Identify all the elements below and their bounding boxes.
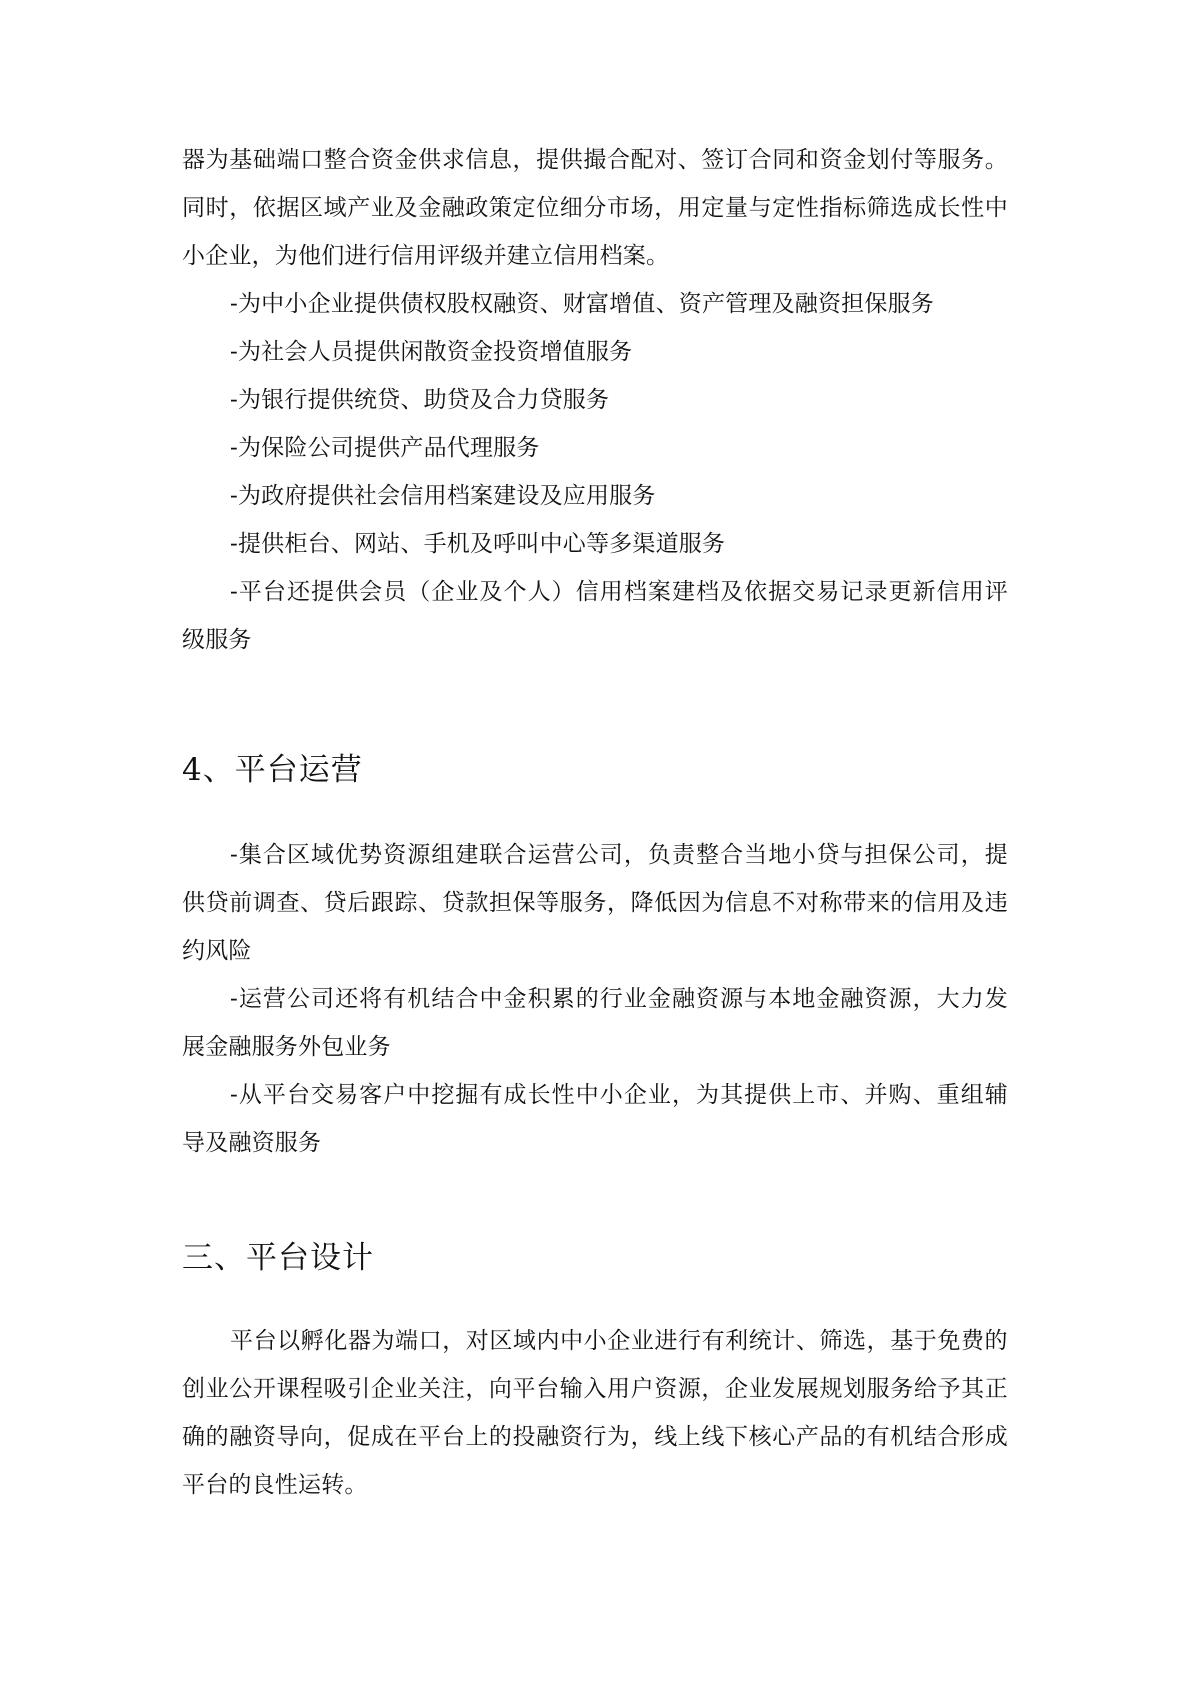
paragraph-line: 创 业 公 开 课 程 吸 引 企 业 关 注 ， 向 平 台 输 入 用 户 资 源 ， 企 业 发 展 规 划 服 务 给 予 其 正: [182, 1376, 1008, 1402]
paragraph-line: 器 为 基 础 端 口 整 合 资 金 供 求 信 息 ， 提 供 撮 合 配 对 、 签 订 合 同 和 资 金 划 付 等 服 务 。: [182, 147, 1008, 173]
list-item-continuation: 供 贷 前 调 查 、 贷 后 跟 踪 、 贷 款 担 保 等 服 务 ， 降 低 因 为 信 息 不 对 称 带 来 的 信 用 及 违: [182, 890, 1008, 916]
list-item: - 运 营 公 司 还 将 有 机 结 合 中 金 积 累 的 行 业 金 融 资 源 与 本 地 金 融 资 源 ， 大 力 发: [230, 986, 1008, 1012]
section-heading: 三、平台设计: [182, 1240, 374, 1276]
list-item-continuation: 级服务: [182, 627, 252, 653]
paragraph-line: 确 的 融 资 导 向 ， 促 成 在 平 台 上 的 投 融 资 行 为 ， 线 上 线 下 核 心 产 品 的 有 机 结 合 形 成: [182, 1424, 1008, 1450]
paragraph-line: 平 台 以 孵 化 器 为 端 口 ， 对 区 域 内 中 小 企 业 进 行 有 利 统 计 、 筛 选 ， 基 于 免 费 的: [230, 1328, 1008, 1354]
list-item-continuation: 导及融资服务: [182, 1130, 322, 1156]
paragraph-line: 平台的良性运转。: [182, 1472, 368, 1498]
paragraph-line: 小企业，为他们进行信用评级并建立信用档案。: [182, 243, 670, 269]
list-item-continuation: 展金融服务外包业务: [182, 1034, 391, 1060]
section-heading: 4、平台运营: [182, 752, 363, 788]
list-item: - 从 平 台 交 易 客 户 中 挖 掘 有 成 长 性 中 小 企 业 ， 为 其 提 供 上 市 、 并 购 、 重 组 辅: [230, 1082, 1008, 1108]
list-item: -提供柜台、网站、手机及呼叫中心等多渠道服务: [230, 531, 726, 557]
list-item: -为中小企业提供债权股权融资、财富增值、资产管理及融资担保服务: [230, 291, 934, 317]
paragraph-line: 同 时 ， 依 据 区 域 产 业 及 金 融 政 策 定 位 细 分 市 场 ， 用 定 量 与 定 性 指 标 筛 选 成 长 性 中: [182, 195, 1008, 221]
list-item-continuation: 约风险: [182, 938, 252, 964]
list-item: -为保险公司提供产品代理服务: [230, 435, 540, 461]
list-item: - 集 合 区 域 优 势 资 源 组 建 联 合 运 营 公 司 ， 负 责 整 合 当 地 小 贷 与 担 保 公 司 ， 提: [230, 842, 1008, 868]
list-item: -为银行提供统贷、助贷及合力贷服务: [230, 387, 610, 413]
list-item: - 平 台 还 提 供 会 员 （ 企 业 及 个 人 ） 信 用 档 案 建 档 及 依 据 交 易 记 录 更 新 信 用 评: [230, 579, 1008, 605]
list-item: -为社会人员提供闲散资金投资增值服务: [230, 339, 633, 365]
list-item: -为政府提供社会信用档案建设及应用服务: [230, 483, 656, 509]
